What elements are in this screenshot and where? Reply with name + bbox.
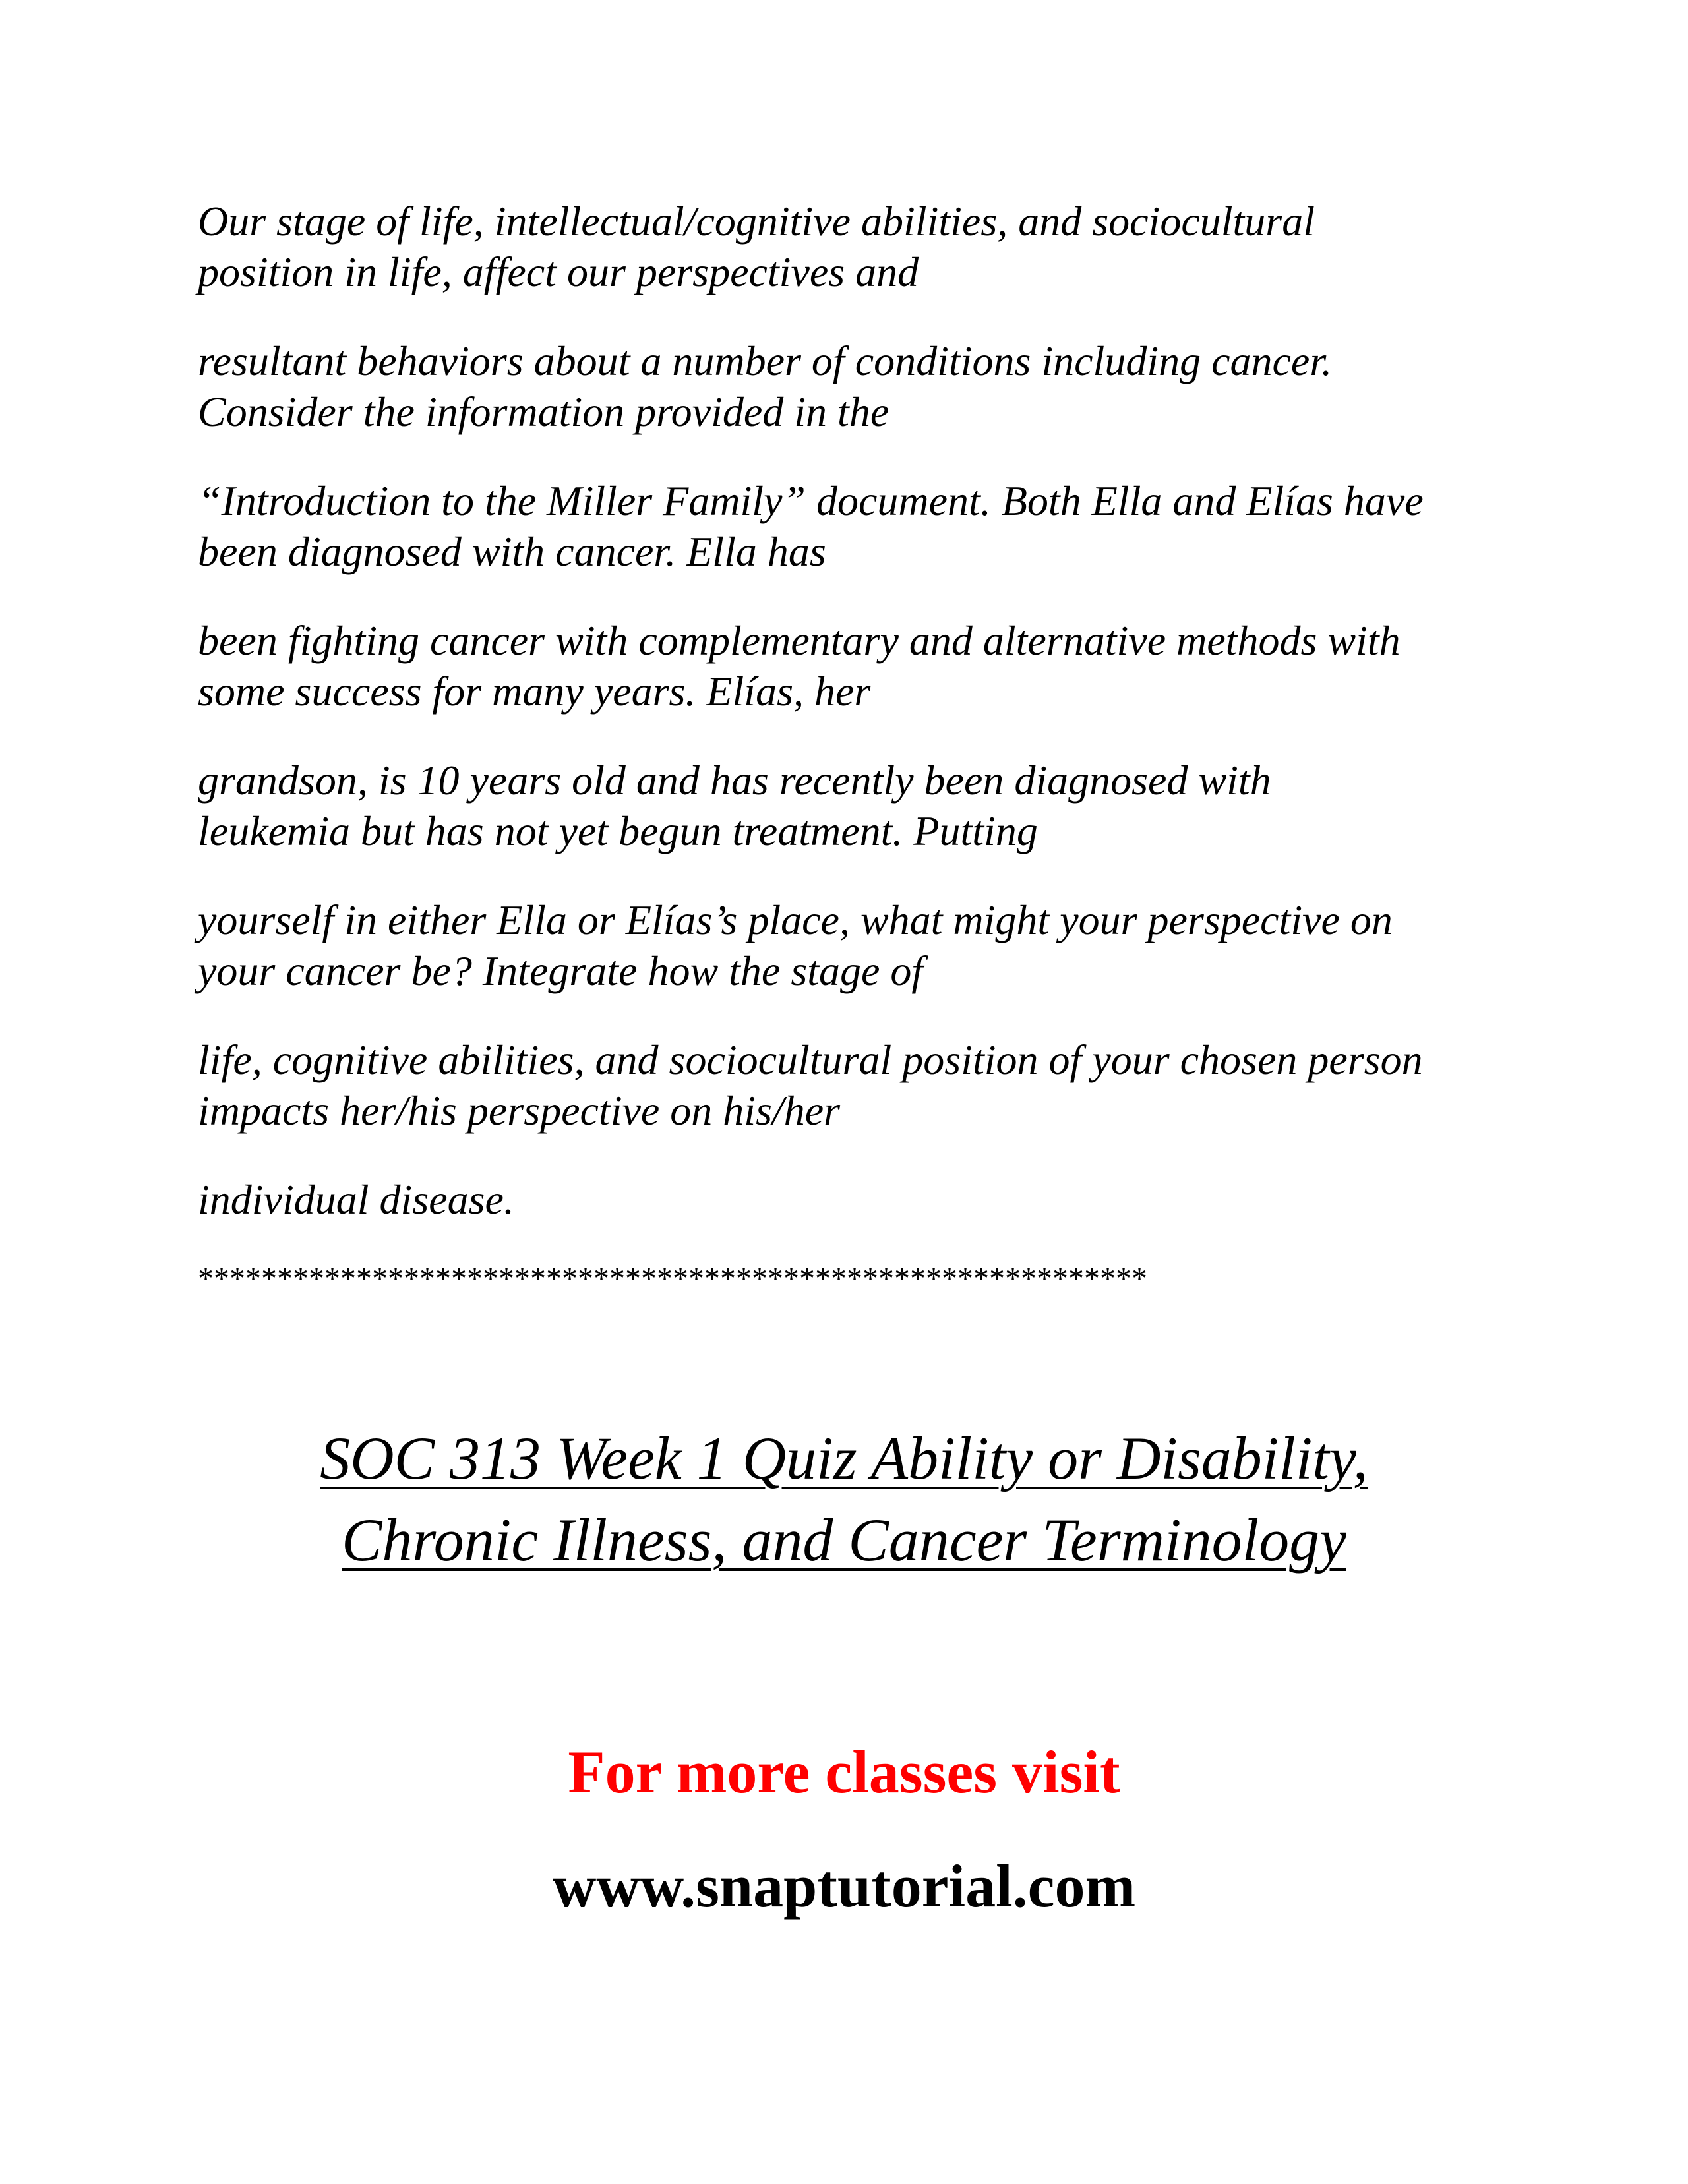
paragraph xyxy=(198,1174,1517,1225)
paragraph xyxy=(198,1034,1517,1136)
paragraph-line: position in life, affect our perspectives and xyxy=(198,249,919,295)
paragraph-line: “Introduction to the Miller Family” document. Both Ella and Elías have xyxy=(198,477,1424,524)
paragraph-line: individual disease. xyxy=(198,1176,514,1223)
paragraph-line: resultant behaviors about a number of conditions including cancer. xyxy=(198,338,1333,384)
paragraph-line: been diagnosed with cancer. Ella has xyxy=(198,528,826,575)
course-heading-line-2: Chronic Illness, and Cancer Terminology xyxy=(342,1506,1346,1574)
paragraph-line: your cancer be? Integrate how the stage of xyxy=(198,947,924,994)
paragraph-line: Consider the information provided in the xyxy=(198,388,889,435)
paragraph-line: grandson, is 10 years old and has recently been diagnosed with xyxy=(198,757,1271,804)
paragraph-line: some success for many years. Elías, her xyxy=(198,668,871,715)
paragraph xyxy=(198,755,1517,856)
paragraph xyxy=(198,475,1517,577)
paragraph-line: been fighting cancer with complementary and alternative methods with xyxy=(198,617,1401,664)
paragraph-line: yourself in either Ella or Elías’s place, what might your perspective on xyxy=(198,897,1393,943)
paragraph-line: life, cognitive abilities, and sociocultural position of your chosen person xyxy=(198,1036,1423,1083)
paragraph xyxy=(198,196,1517,297)
promo-text: For more classes visit xyxy=(568,1738,1120,1806)
paragraph-line: Our stage of life, intellectual/cognitive abilities, and sociocultural xyxy=(198,198,1315,245)
asterisk-separator: ************************************************************ xyxy=(198,1261,1147,1296)
course-heading-line-1: SOC 313 Week 1 Quiz Ability or Disability, xyxy=(320,1425,1368,1492)
promo-url: www.snaptutorial.com xyxy=(552,1852,1136,1920)
paragraph xyxy=(198,895,1517,996)
paragraph xyxy=(198,615,1517,717)
paragraph-line: leukemia but has not yet begun treatment. Putting xyxy=(198,808,1038,854)
paragraph xyxy=(198,336,1517,437)
paragraph-line: impacts her/his perspective on his/her xyxy=(198,1087,841,1134)
